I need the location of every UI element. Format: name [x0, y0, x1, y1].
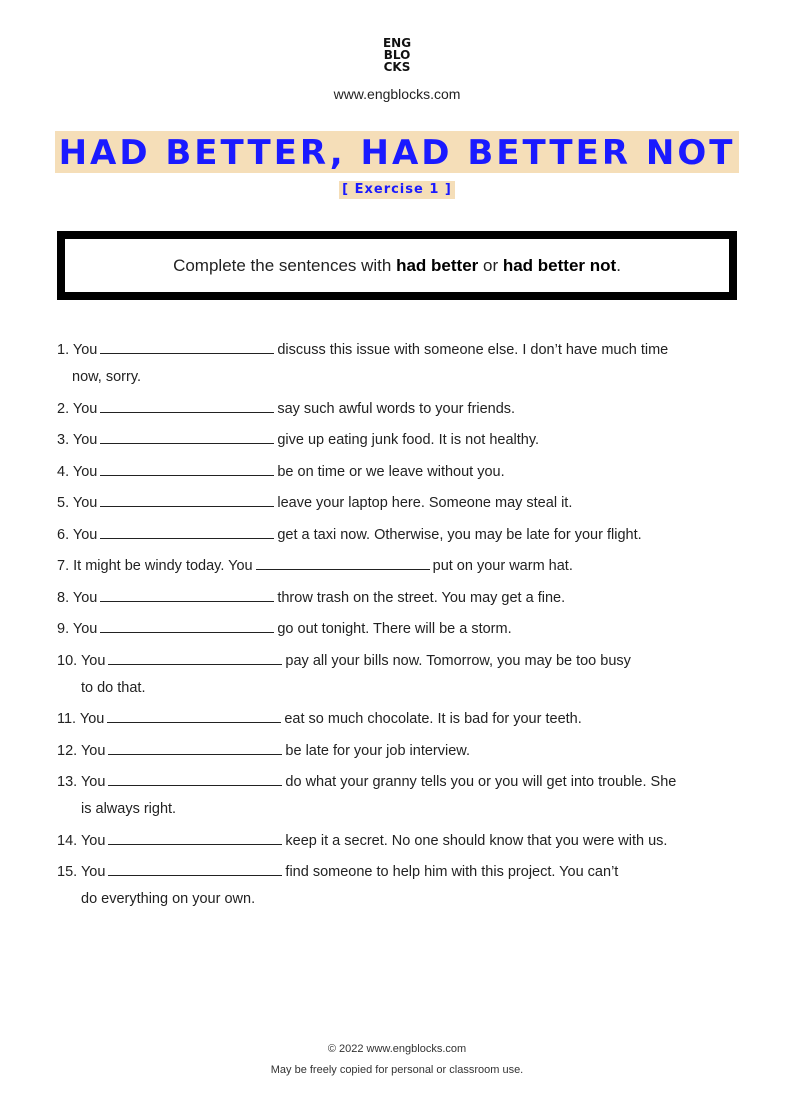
exercise-prefix: You	[72, 589, 98, 606]
exercise-text: be late for your job interview.	[285, 742, 470, 759]
site-url[interactable]: www.engblocks.com	[333, 86, 461, 102]
exercise-text: do what your granny tells you or you will get into trouble. She	[285, 774, 677, 790]
exercise-item	[57, 828, 747, 855]
exercise-item	[57, 522, 747, 549]
exercise-prefix: You	[72, 526, 98, 543]
exercise-prefix: You	[80, 742, 106, 759]
exercise-number: 3.	[57, 432, 70, 448]
exercise-text: find someone to help him with this project. You can’t	[285, 864, 619, 880]
exercise-number: 15.	[57, 864, 78, 880]
instructions-box	[57, 231, 737, 300]
answer-blank[interactable]	[108, 738, 282, 755]
exercise-item	[57, 616, 747, 643]
logo-line: BLO	[383, 48, 411, 62]
answer-blank[interactable]	[100, 585, 274, 602]
exercise-prefix: You	[80, 832, 106, 849]
answer-blank[interactable]	[108, 648, 282, 665]
exercise-item	[57, 459, 747, 486]
exercise-continuation: is always right.	[81, 801, 177, 817]
exercise-text: say such awful words to your friends.	[277, 400, 516, 417]
answer-blank[interactable]	[100, 337, 274, 354]
exercise-item	[57, 337, 747, 391]
worksheet-title: HAD BETTER, HAD BETTER NOT	[55, 131, 740, 173]
answer-blank[interactable]	[100, 616, 274, 633]
logo-line: CKS	[383, 60, 411, 74]
exercise-text: get a taxi now. Otherwise, you may be late for your flight.	[277, 526, 642, 543]
answer-blank[interactable]	[100, 427, 274, 444]
exercise-number: 2.	[57, 400, 70, 417]
exercise-prefix: You	[72, 463, 98, 480]
exercise-text: be on time or we leave without you.	[277, 463, 505, 480]
engblocks-logo	[0, 37, 794, 73]
footer-copyright: © 2022 www.engblocks.com	[327, 1043, 467, 1055]
exercise-number: 5.	[57, 495, 70, 511]
exercise-item	[57, 706, 747, 733]
exercise-item	[57, 396, 747, 423]
exercise-prefix: You	[72, 495, 98, 511]
instructions-text: Complete the sentences with had better or had better not.	[173, 255, 621, 275]
exercise-text: go out tonight. There will be a storm.	[277, 621, 512, 637]
answer-blank[interactable]	[107, 706, 281, 723]
exercise-item	[57, 859, 747, 913]
answer-blank[interactable]	[108, 828, 282, 845]
exercise-number: 10.	[57, 652, 78, 669]
exercise-text: pay all your bills now. Tomorrow, you may be too busy	[285, 652, 631, 669]
exercise-number: 12.	[57, 742, 78, 759]
exercise-item	[57, 490, 747, 517]
answer-blank[interactable]	[256, 553, 430, 570]
exercise-text: eat so much chocolate. It is bad for your teeth.	[284, 711, 582, 727]
exercise-item	[57, 585, 747, 612]
exercise-number: 8.	[57, 589, 70, 606]
exercise-number: 6.	[57, 526, 70, 543]
exercise-text: keep it a secret. No one should know that you were with us.	[285, 832, 668, 849]
answer-blank[interactable]	[100, 396, 274, 413]
exercise-prefix: You	[79, 711, 105, 727]
answer-blank[interactable]	[108, 769, 282, 786]
exercise-number: 9.	[57, 621, 70, 637]
exercise-number: 7.	[57, 558, 70, 574]
exercise-continuation: do everything on your own.	[81, 891, 256, 907]
exercise-number: 14.	[57, 832, 78, 849]
logo-line: ENG	[382, 36, 412, 50]
answer-blank[interactable]	[100, 459, 274, 476]
exercise-item	[57, 738, 747, 765]
exercise-prefix: You	[72, 621, 98, 637]
exercise-number: 13.	[57, 774, 78, 790]
exercise-number: 11.	[57, 711, 77, 727]
exercise-text: put on your warm hat.	[432, 558, 573, 574]
exercise-item	[57, 648, 747, 702]
exercise-item	[57, 553, 747, 580]
footer-note: May be freely copied for personal or classroom use.	[270, 1064, 524, 1076]
exercise-prefix: You	[72, 400, 98, 417]
answer-blank[interactable]	[108, 859, 282, 876]
answer-blank[interactable]	[100, 490, 274, 507]
exercise-prefix: You	[80, 864, 106, 880]
exercise-prefix: You	[72, 432, 98, 448]
exercise-text: discuss this issue with someone else. I don’t have much time	[277, 342, 669, 358]
exercise-item	[57, 769, 747, 823]
exercise-text: leave your laptop here. Someone may steal it.	[277, 495, 573, 511]
exercise-text: give up eating junk food. It is not healthy.	[277, 432, 540, 448]
answer-blank[interactable]	[100, 522, 274, 539]
exercise-label: [ Exercise 1 ]	[339, 181, 455, 199]
exercise-prefix: You	[72, 342, 98, 358]
exercise-item	[57, 427, 747, 454]
exercise-text: throw trash on the street. You may get a fine.	[277, 589, 566, 606]
exercise-number: 4.	[57, 463, 70, 480]
exercise-number: 1.	[57, 342, 70, 358]
exercise-prefix: You	[80, 652, 106, 669]
exercise-continuation: to do that.	[81, 679, 146, 696]
exercise-prefix: It might be windy today. You	[73, 558, 253, 574]
exercise-continuation: now, sorry.	[72, 369, 142, 385]
exercise-prefix: You	[80, 774, 106, 790]
exercise-list	[57, 337, 747, 918]
